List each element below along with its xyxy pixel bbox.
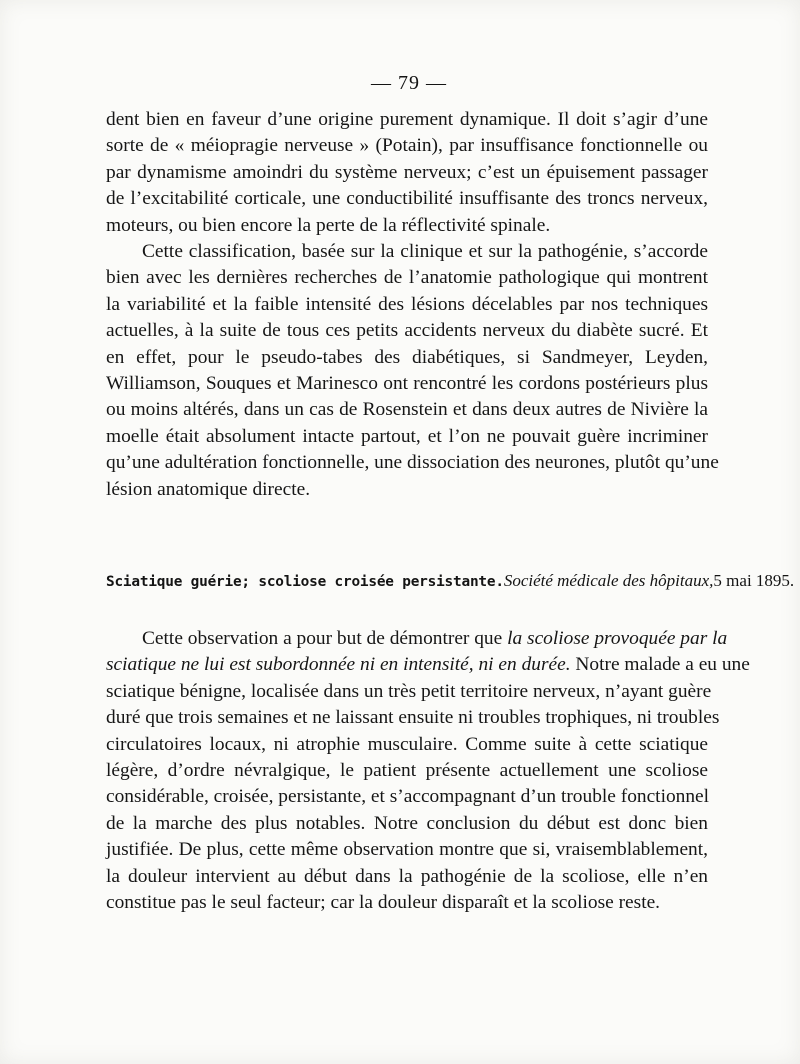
paragraph-2 xyxy=(106,239,719,503)
paragraph-line: moelle était absolument intacte partout, et l’on ne pouvait guère incriminer xyxy=(106,425,708,447)
text-run: Notre malade a eu une xyxy=(570,654,750,676)
paragraph-line: Cette classification, basée sur la clinique et sur la pathogénie, s’accorde xyxy=(142,241,708,263)
paragraph-line: de l’excitabilité corticale, une conductibilité insuffisante des troncs nerveux, xyxy=(106,188,708,210)
paragraph-3 xyxy=(106,626,750,916)
paragraph-line: sorte de « méiopragie nerveuse » (Potain), par insuffisance fonctionnelle ou xyxy=(106,135,708,157)
section-heading xyxy=(106,571,795,591)
paragraph-line: par dynamisme amoindri du système nerveux; c’est un épuisement passager xyxy=(106,161,708,183)
paragraph-line: sciatique bénigne, localisée dans un très petit territoire nerveux, n’ayant guère xyxy=(106,680,712,702)
paragraph-line: constitue pas le seul facteur; car la douleur disparaît et la scoliose reste. xyxy=(106,892,661,914)
paragraph-line: duré que trois semaines et ne laissant ensuite ni troubles trophiques, ni troubles xyxy=(106,707,720,729)
paragraph-line: dent bien en faveur d’une origine purement dynamique. Il doit s’agir d’une xyxy=(106,109,708,130)
italic-text-run: la scoliose provoquée par la xyxy=(507,628,728,649)
paragraph-1 xyxy=(106,107,708,239)
paragraph-line: la douleur intervient au début dans la pathogénie de la scoliose, elle n’en xyxy=(106,865,708,887)
paragraph-line: la variabilité et la faible intensité des lésions décelables par nos techniques xyxy=(106,293,708,315)
paragraph-line: qu’une adultération fonctionnelle, une dissociation des neurones, plutôt qu’une xyxy=(106,452,719,474)
paragraph-line: légère, d’ordre névralgique, le patient présente actuellement une scoliose xyxy=(106,760,708,782)
text-run: Cette observation a pour but de démontrer que xyxy=(142,628,508,649)
paragraph-line: de la marche des plus notables. Notre conclusion du début est donc bien xyxy=(106,812,708,834)
paragraph-line: moteurs, ou bien encore la perte de la réflectivité spinale. xyxy=(106,214,551,236)
paragraph-line: ou moins altérés, dans un cas de Rosenstein et dans deux autres de Nivière la xyxy=(106,399,708,421)
paragraph-line: actuelles, à la suite de tous ces petits accidents nerveux du diabète sucré. Et xyxy=(106,320,708,342)
paragraph-line: bien avec les dernières recherches de l’anatomie pathologique qui montrent xyxy=(106,267,708,289)
paragraph-line: considérable, croisée, persistante, et s’accompagnant d’un trouble fonctionnel xyxy=(106,786,710,808)
paragraph-line xyxy=(106,652,750,678)
paragraph-line: circulatoires locaux, ni atrophie musculaire. Comme suite à cette sciatique xyxy=(106,733,708,755)
text-block-upper xyxy=(106,107,719,503)
heading-date: 5 mai 1895. xyxy=(713,571,795,590)
page-number: — 79 — xyxy=(371,72,447,94)
paragraph-line: justifiée. De plus, cette même observation montre que si, vraisemblablement, xyxy=(106,839,708,861)
paragraph-line xyxy=(106,626,728,652)
paragraph-line: en effet, pour le pseudo-tabes des diabétiques, si Sandmeyer, Leyden, xyxy=(106,346,708,368)
heading-title: Sciatique guérie; scoliose croisée persistante. xyxy=(106,574,504,590)
italic-text-run: sciatique ne lui est subordonnée ni en intensité, ni en durée. xyxy=(106,654,571,676)
text-block-lower xyxy=(106,626,750,916)
heading-source: Société médicale des hôpitaux, xyxy=(503,571,714,590)
paragraph-line: Williamson, Souques et Marinesco ont rencontré les cordons postérieurs plus xyxy=(106,373,708,395)
paragraph-line: lésion anatomique directe. xyxy=(106,478,311,500)
